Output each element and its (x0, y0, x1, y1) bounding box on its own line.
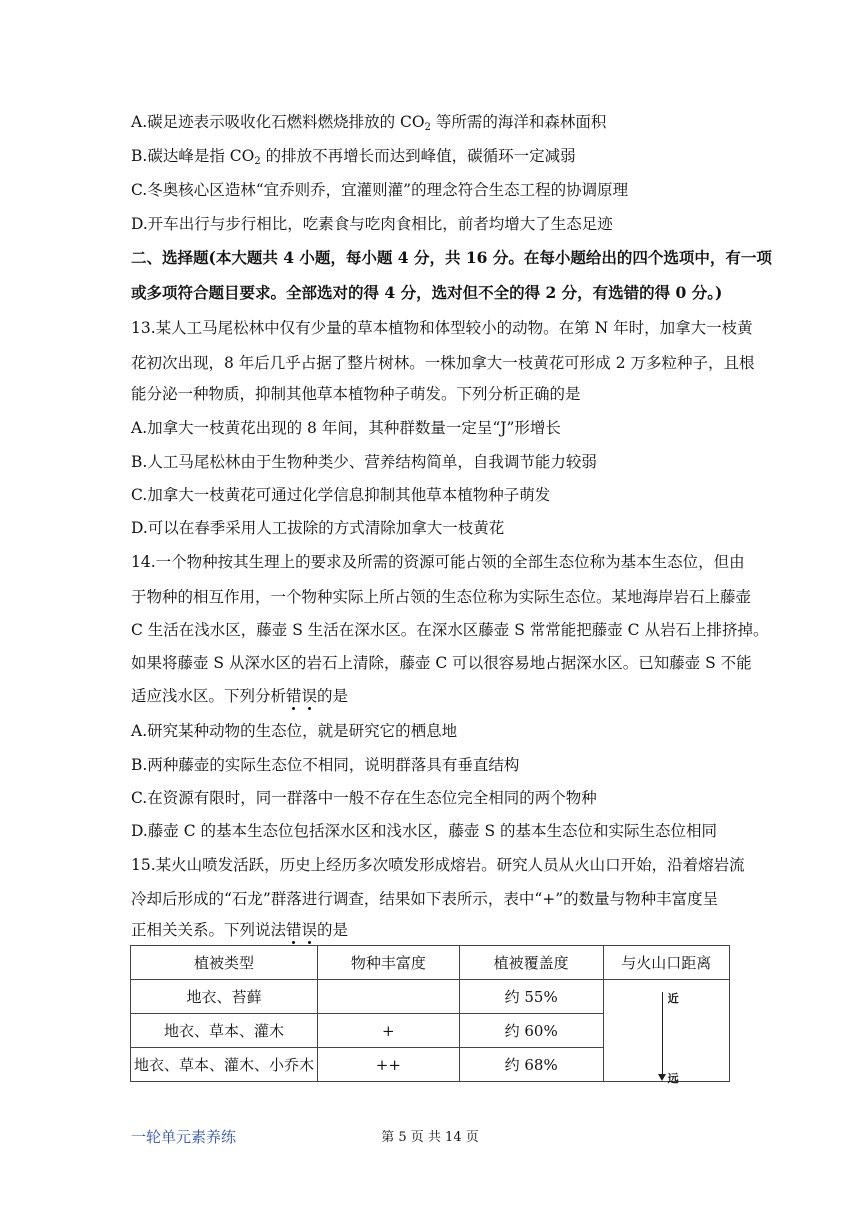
q13-option-c: C.加拿大一枝黄花可通过化学信息抑制其他草本植物种子萌发 (131, 486, 551, 504)
emphasis-char: 误 (301, 921, 318, 939)
q15-stem-2: 冷却后形成的“石龙”群落进行调查，结果如下表所示，表中“+”的数量与物种丰富度呈 (131, 890, 719, 908)
q15-stem-3 (131, 920, 348, 940)
emphasis-char: 错 (286, 687, 302, 705)
q14-stem-2: 于物种的相互作用，一个物种实际上所占领的生态位称为实际生态位。某地海岸岩石上藤壶 (131, 588, 752, 606)
near-label: 近 (667, 992, 679, 1005)
q14-stem-5-text: 适应浅水区。下列分析 (131, 687, 287, 705)
table-cell (317, 980, 459, 1014)
q14-option-b: B.两种藤壶的实际生态位不相同，说明群落具有垂直结构 (131, 756, 520, 774)
table-cell: ++ (317, 1048, 459, 1082)
table-header-cell: 与火山口距离 (603, 946, 729, 980)
emphasis-char: 错 (286, 921, 302, 939)
table-cell: 约 68% (459, 1048, 603, 1082)
q13-option-d: D.可以在春季采用人工拔除的方式清除加拿大一枝黄花 (131, 519, 505, 537)
distance-arrow (660, 990, 690, 1085)
q12-option-c: C.冬奥核心区造林“宜乔则乔，宜灌则灌”的理念符合生态工程的协调原理 (131, 181, 629, 199)
q13-stem-2: 花初次出现，8 年后几乎占据了整片树林。一株加拿大一枝黄花可形成 2 万多粒种子，且根 (131, 354, 755, 372)
q14-stem-4: 如果将藤壶 S 从深水区的岩石上清除，藤壶 C 可以很容易地占据深水区。已知藤壶 S 不能 (131, 654, 752, 672)
q13-stem-1: 13.某人工马尾松林中仅有少量的草本植物和体型较小的动物。在第 N 年时，加拿大一枝黄 (131, 319, 753, 337)
q12-option-d: D.开车出行与步行相比，吃素食与吃肉食相比，前者均增大了生态足迹 (131, 215, 613, 233)
q12-b-text-rest: 的排放不再增长而达到峰值，碳循环一定减弱 (260, 147, 576, 165)
distance-cell (603, 980, 729, 1085)
q14-stem-1: 14.一个物种按其生理上的要求及所需的资源可能占领的全部生态位称为基本生态位，但由 (131, 553, 745, 571)
table-header-cell: 植被类型 (131, 946, 318, 980)
table-cell: 地衣、草本、灌木、小乔木 (131, 1048, 318, 1082)
q12-b-subscript: 2 (254, 156, 261, 167)
table-cell: 地衣、草本、灌木 (131, 1014, 318, 1048)
q15-stem-3-end: 的是 (317, 921, 349, 939)
footer-page-number: 第 5 页 共 14 页 (381, 1130, 479, 1145)
q15-stem-3-text: 正相关关系。下列说法 (131, 921, 287, 939)
q12-a-text-rest: 等所需的海洋和森林面积 (431, 113, 607, 131)
table-header-row (131, 946, 730, 980)
table-cell: 约 60% (459, 1014, 603, 1048)
q12-a-text: A.碳足迹表示吸收化石燃料燃烧排放的 CO (131, 113, 425, 131)
q13-option-a: A.加拿大一枝黄花出现的 8 年间，其种群数量一定呈“J”形增长 (131, 419, 561, 437)
q14-stem-3: C 生活在浅水区，藤壶 S 生活在深水区。在深水区藤壶 S 常常能把藤壶 C 从岩石上排挤掉。 (131, 621, 769, 639)
q12-option-a (131, 112, 606, 132)
q13-option-b: B.人工马尾松林由于生物种类少、营养结构简单，自我调节能力较弱 (131, 453, 597, 471)
q14-stem-5-end: 的是 (317, 687, 349, 705)
table-header-cell: 物种丰富度 (317, 946, 459, 980)
section-heading-line1: 二、选择题(本大题共 4 小题，每小题 4 分，共 16 分。在每小题给出的四个选项中，有一项 (131, 248, 772, 267)
arrow-down-icon (658, 1074, 666, 1081)
table-row (131, 980, 730, 1014)
q14-option-c: C.在资源有限时，同一群落中一般不存在生态位完全相同的两个物种 (131, 789, 597, 807)
far-label: 远 (667, 1072, 679, 1085)
q12-a-subscript: 2 (424, 122, 431, 133)
section-heading-line2: 或多项符合题目要求。全部选对的得 4 分，选对但不全的得 2 分，有选错的得 0 分。) (131, 283, 723, 302)
table-cell: + (317, 1014, 459, 1048)
q14-option-d: D.藤壶 C 的基本生态位包括深水区和浅水区，藤壶 S 的基本生态位和实际生态位相同 (131, 822, 717, 840)
table-cell: 约 55% (459, 980, 603, 1014)
q14-stem-5 (131, 686, 348, 706)
q12-b-text: B.碳达峰是指 CO (131, 147, 255, 165)
q14-option-a: A.研究某种动物的生态位，就是研究它的栖息地 (131, 722, 458, 740)
emphasis-char: 误 (301, 687, 318, 705)
survey-table (130, 945, 730, 1085)
table-cell: 地衣、苔藓 (131, 980, 318, 1014)
table-header-cell: 植被覆盖度 (459, 946, 603, 980)
q13-stem-3: 能分泌一种物质，抑制其他草本植物种子萌发。下列分析正确的是 (131, 385, 581, 403)
q15-stem-1: 15.某火山喷发活跃，历史上经历多次喷发形成熔岩。研究人员从火山口开始，沿着熔岩流 (131, 856, 745, 874)
q12-option-b (131, 146, 576, 166)
arrow-line (662, 992, 664, 1076)
footer-series-title: 一轮单元素养练 (131, 1128, 237, 1146)
